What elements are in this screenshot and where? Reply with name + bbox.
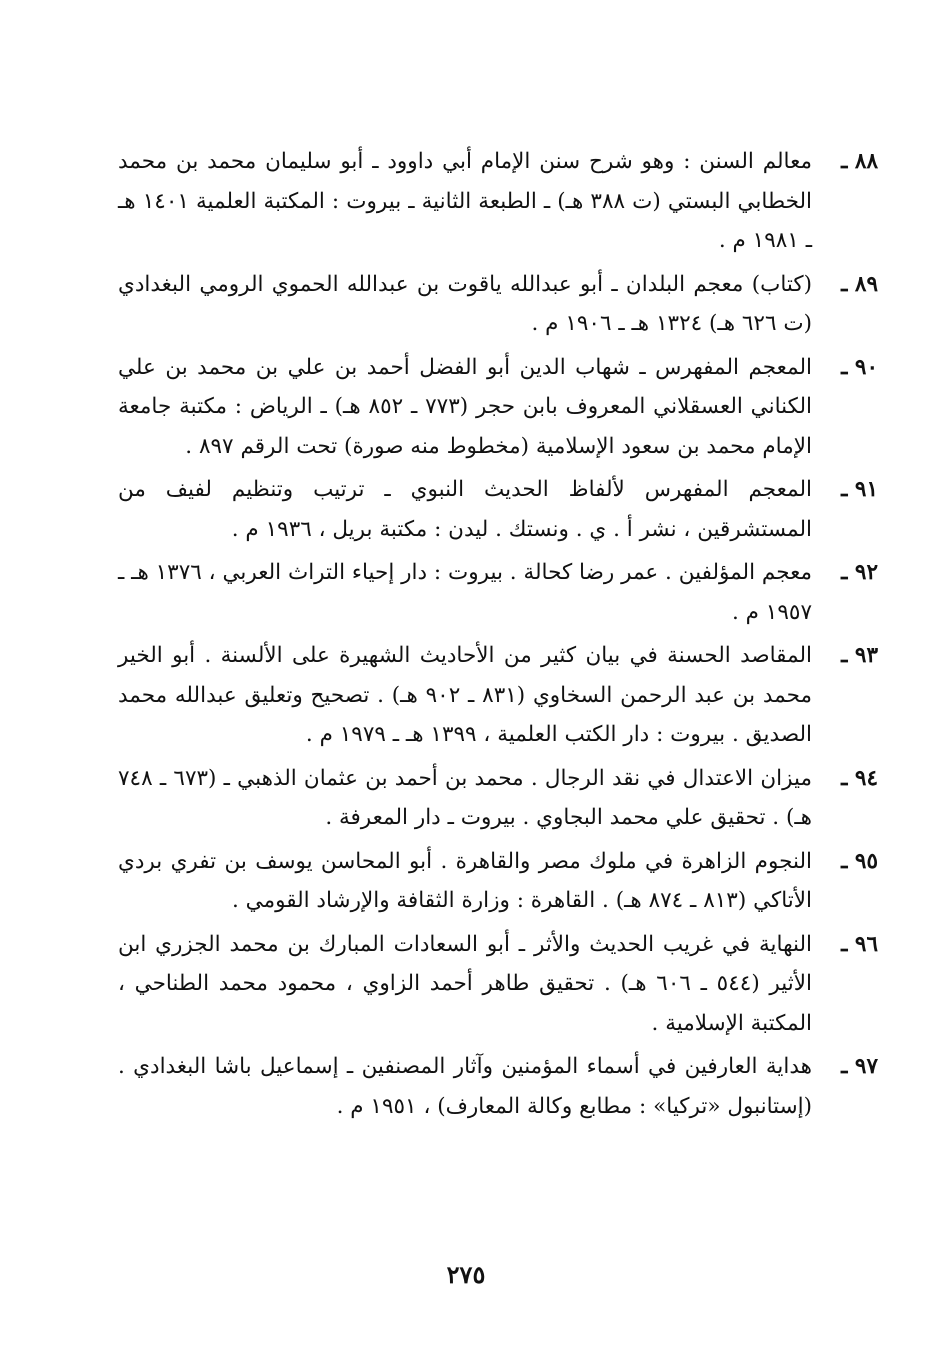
entry-number: ٩٣ ـ [841,643,878,668]
page-number: ٢٧٥ [446,1260,486,1289]
entry-number: ٩٦ ـ [841,931,878,957]
bibliography-entry-97 [118,1047,878,1126]
entry-text: النهاية في غريب الحديث والأثر ـ أبو السعادات المبارك بن محمد الجزري ابن الأثير (٥٤٤ ـ ٦٠٦ هـ) . تحقيق طاهر أحمد الزاوي ، محمود محمد الطناحي ، المكتبة الإسلامية . [118,931,813,1036]
bibliography-entry-93 [118,636,878,755]
entry-number: ٩٧ ـ [841,1054,878,1079]
entry-text: النجوم الزاهرة في ملوك مصر والقاهرة . أبو المحاسن يوسف بن تفري بردي الأتاكي (٨١٣ ـ ٨٧٤ هـ) . القاهرة : وزارة الثقافة والإرشاد القومي . [118,848,812,913]
entry-text: ميزان الاعتدال في نقد الرجال . محمد بن أحمد بن عثمان الذهبي ـ (٦٧٣ ـ ٧٤٨ هـ) . تحقيق علي محمد البجاوي . بيروت ـ دار المعرفة . [118,765,812,830]
entry-text: المعجم المفهرس لألفاظ الحديث النبوي ـ ترتيب وتنظيم لفيف من المستشرقين ، نشر أ . ي . ونستك . ليدن : مكتبة بريل ، ١٩٣٦ م . [118,477,812,542]
bibliography-entry-95 [118,842,878,921]
entry-text: معجم المؤلفين . عمر رضا كحالة . بيروت : دار إحياء التراث العربي ، ١٣٧٦ هـ ـ ١٩٥٧ م . [118,560,812,625]
bibliography-entry-89 [118,265,878,344]
bibliography-entry-91 [118,470,878,549]
entry-number: ٨٩ ـ [841,271,878,297]
entry-text: المعجم المفهرس ـ شهاب الدين أبو الفضل أحمد بن علي بن محمد بن علي الكناني العسقلاني المعروف بابن حجر (٧٧٣ ـ ٨٥٢ هـ) ـ الرياض : مكتبة جامعة الإمام محمد بن سعود الإسلامية (مخطوط منه صورة) تحت الرقم ٨٩٧ . [118,354,813,459]
entry-number: ٩٤ ـ [841,765,878,791]
bibliography-entry-90 [118,348,878,467]
bibliography-entry-88 [118,142,878,261]
entry-text: المقاصد الحسنة في بيان كثير من الأحاديث الشهيرة على الألسنة . أبو الخير محمد بن عبد الرحمن السخاوي (٨٣١ ـ ٩٠٢ هـ) . تصحيح وتعليق عبدالله محمد الصديق . بيروت : دار الكتب العلمية ، ١٣٩٩ هـ ـ ١٩٧٩ م . [118,643,812,747]
bibliography-entry-94 [118,759,878,838]
entry-number: ٩١ ـ [841,477,878,502]
entry-text: (كتاب) معجم البلدان ـ أبو عبدالله ياقوت بن عبدالله الحموي الرومي البغدادي (ت ٦٢٦ هـ) ١٣٢٤ هـ ـ ١٩٠٦ م . [118,271,812,336]
entry-number: ٨٨ ـ [841,149,878,174]
bibliography-list [118,142,878,1126]
entry-number: ٩٢ ـ [841,560,878,585]
bibliography-entry-96 [118,925,878,1044]
entry-text: معالم السنن : وهو شرح سنن الإمام أبي داوود ـ أبو سليمان محمد بن محمد الخطابي البستي (ت ٣٨٨ هـ) ـ الطبعة الثانية ـ بيروت : المكتبة العلمية ١٤٠١ هـ ـ ١٩٨١ م . [118,149,812,253]
entry-number: ٩٥ ـ [841,848,878,874]
entry-text: هداية العارفين في أسماء المؤمنين وآثار المصنفين ـ إسماعيل باشا البغدادي . (إستانبول «تركيا» : مطابع وكالة المعارف) ، ١٩٥١ م . [118,1054,812,1119]
entry-number: ٩٠ ـ [841,354,878,380]
bibliography-entry-92 [118,553,878,632]
